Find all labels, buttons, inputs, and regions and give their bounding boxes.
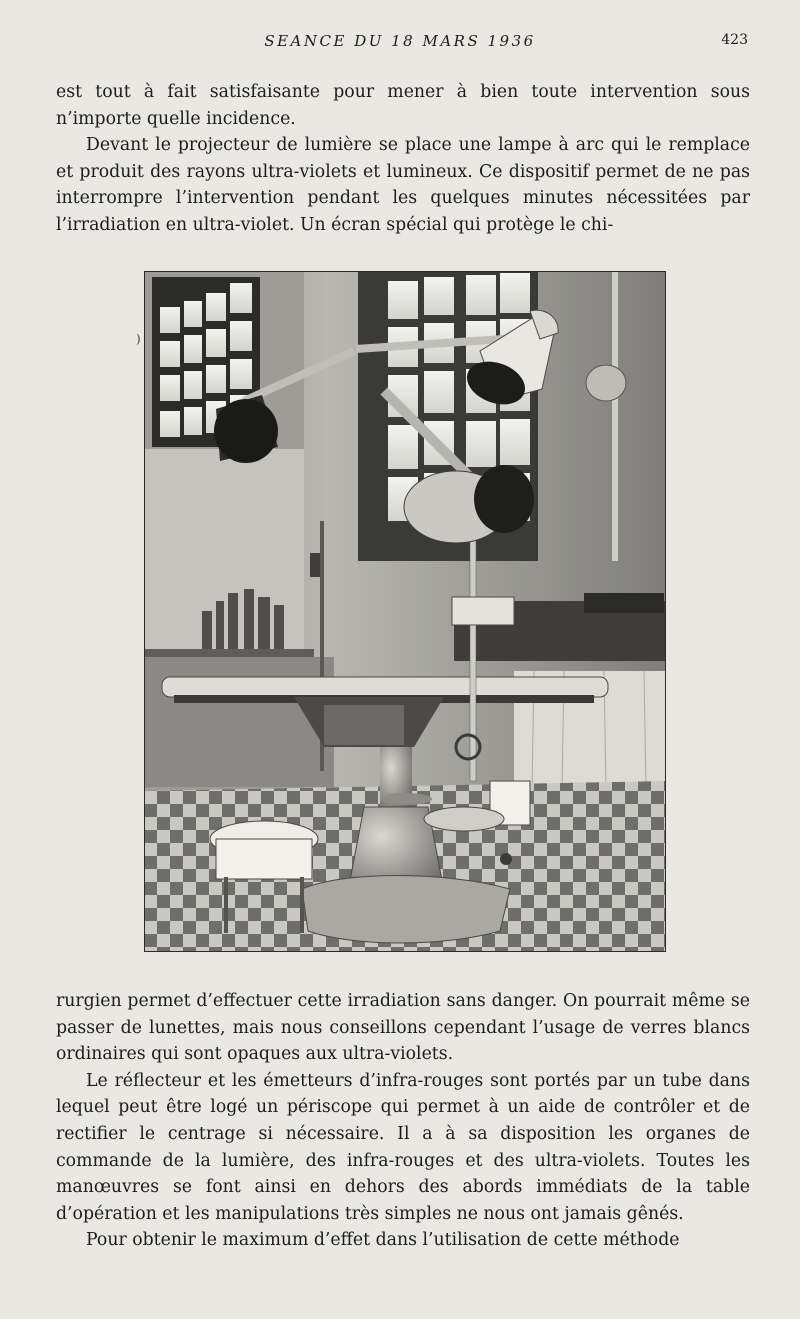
photograph-icon: [144, 271, 666, 952]
paragraph-4: Le réflecteur et les émetteurs d’infra-rouges sont portés par un tube dans lequel peut être logé un périscope qui permet à un aide de contrôler et de rectifier le centrage si nécessaire. Il a à sa disposition les organes de commande de la lumière, des infra-rouges et des ultra-violets. Toutes les manœuvres se font ainsi en dehors des abords immédiats de la table d’opération et les manipulations très simples ne nous ont jamais gênés.: [56, 1070, 750, 1224]
text-block-bottom: [56, 988, 750, 1254]
running-head: [0, 32, 800, 52]
paragraph-5: Pour obtenir le maximum d’effet dans l’utilisation de cette méthode: [86, 1230, 680, 1251]
text-block-top: [56, 79, 750, 239]
running-title: SEANCE DU 18 MARS 1936: [264, 32, 536, 50]
margin-mark: ): [136, 332, 141, 346]
paragraph-2: Devant le projecteur de lumière se place une lampe à arc qui le remplace et produit des rayons ultra-violets et lumineux. Ce dispositif permet de ne pas interrompre l’intervention pendant les quelques minutes nécessitées par l’irradiation en ultra-violet. Un écran spécial qui protège le chi-: [56, 135, 750, 235]
page-number: 423: [721, 32, 748, 48]
paragraph-3: rurgien permet d’effectuer cette irradiation sans danger. On pourrait même se passer de lunettes, mais nous conseillons cependant l’usage de verres blancs ordinaires qui sont opaques aux ultra-violets.: [56, 991, 750, 1065]
paragraph-1: est tout à fait satisfaisante pour mener à bien toute intervention sous n’importe quelle incidence.: [56, 82, 750, 129]
operating-theatre-photograph: [144, 271, 666, 952]
